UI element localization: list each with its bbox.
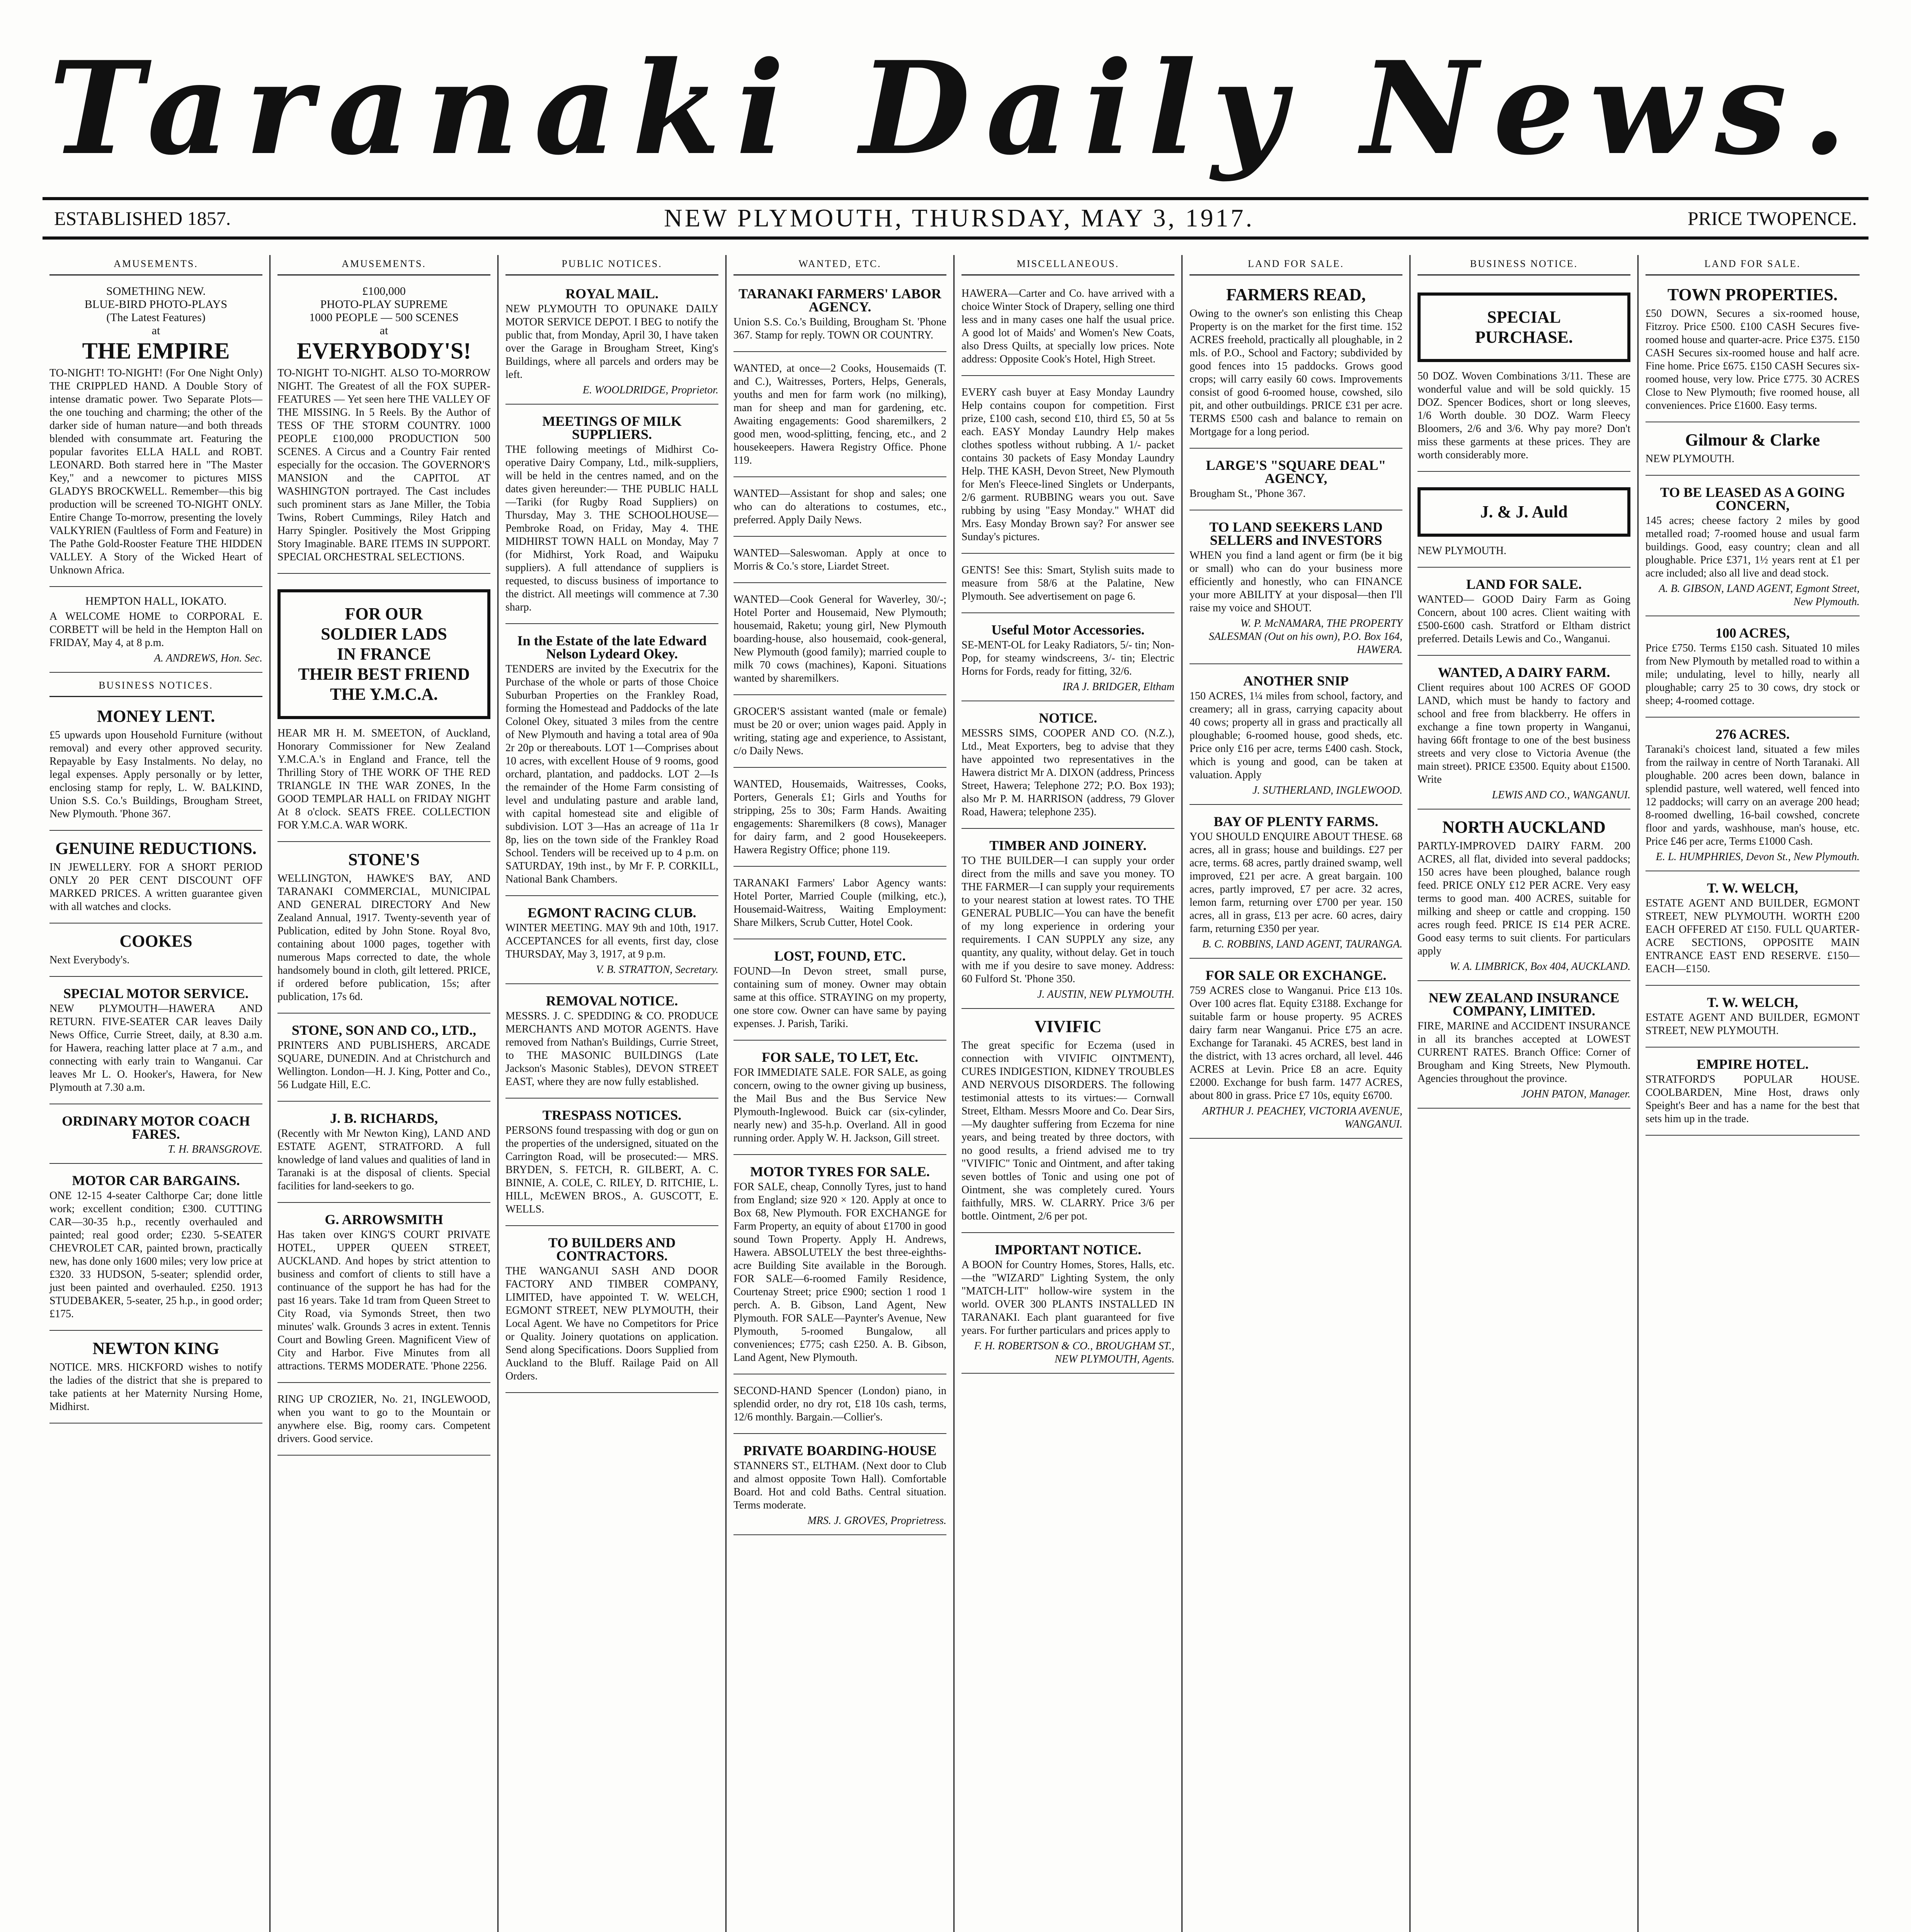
advertisement xyxy=(277,1105,490,1203)
advertisement xyxy=(733,1159,946,1374)
ad-line: at xyxy=(379,324,388,337)
ad-body: (Recently with Mr Newton King), LAND AND ESTATE AGENT, STRATFORD. A full knowledge of land values and qualities of land in Taranaki is at the disposal of clients. Special facilities for land-seekers to go. xyxy=(277,1128,490,1192)
ad-headline: EVERYBODY'S! xyxy=(296,338,471,364)
advertisement xyxy=(961,617,1174,701)
advertisement xyxy=(49,981,262,1104)
ad-title: MOTOR TYRES FOR SALE. xyxy=(750,1164,930,1179)
advertisement xyxy=(505,988,718,1099)
advertisement xyxy=(49,702,262,831)
ad-signature: T. H. BRANSGROVE. xyxy=(168,1143,262,1155)
advertisement xyxy=(1646,990,1860,1048)
ad-body: TO-NIGHT! TO-NIGHT! (For One Night Only) THE CRIPPLED HAND. A Double Story of intense dramatic power. Two Separate Plots—the one touching and charming; the other of the darker side of human nature—and both threads blended with consummate art. Featuring the popular favorites ELLA HALL and ROBT. LEONARD. Both starred here in "The Master Key," and a newcomer to pictures MISS GLADYS BROCKWELL. Remember—this big production will be screened TO-NIGHT ONLY. Entire Change To-morrow, presenting the lovely VALKYRIEN (Faultless of Form and Feature) in The Pathe Gold-Rooster Feature THE HIDDEN VALLEY. A Story of the Wicked Heart of Unknown Africa. xyxy=(49,367,262,576)
ad-body: NOTICE. MRS. HICKFORD wishes to notify the ladies of the district that she is prepared to take patients at her Maternity Nursing Home, Midhirst. xyxy=(49,1361,262,1413)
advertisement xyxy=(961,281,1174,376)
ad-signature: A. ANDREWS, Hon. Sec. xyxy=(154,652,262,664)
ad-body: A BOON for Country Homes, Stores, Halls, etc.—the "WIZARD" Lighting System, the only "MATCH-LIT" hollow-wire system in the world. OVER 300 PLANTS INSTALLED IN TARANAKI. Each plant guaranteed for five years. For further particulars and prices apply to xyxy=(961,1259,1174,1337)
ad-signature: MRS. J. GROVES, Proprietress. xyxy=(807,1515,946,1527)
column-heading: MISCELLANEOUS. xyxy=(961,255,1174,276)
ad-body: MESSRS SIMS, COOPER AND CO. (N.Z.), Ltd., Meat Exporters, beg to advise that they have appointed two representatives in the Hawera district Mr A. DIXON (address, Princess Street, Hawera; Telephone 272; P.O. Box 193); also Mr P. M. HARRISON (address, 79 Glover Road, Hawera; telephone 235). xyxy=(961,727,1174,818)
advertisement xyxy=(49,927,262,977)
advertisement xyxy=(961,705,1174,829)
ad-title: TO BE LEASED AS A GOING CONCERN, xyxy=(1660,485,1845,513)
ad-body: FOR SALE, cheap, Connolly Tyres, just to hand from England; size 920 × 120. Apply at once to Box 68, New Plymouth. FOR EXCHANGE for Farm Property, an equity of about £1700 in good sound Town Property. Apply H. Andrews, Hawera. ABSOLUTELY the best three-eighths-acre Building Site available in the Borough. FOR SALE—6-roomed Family Residence, Courtenay Street; price £900; section 1 rood 1 perch. A. B. Gibson, Land Agent, New Plymouth. FOR SALE—Paynter's Avenue, New Plymouth, 5-roomed Bungalow, all conveniences; £775; cash £250. A. B. Gibson, Land Agent, New Plymouth. xyxy=(733,1181,946,1364)
ad-body: WELLINGTON, HAWKE'S BAY, AND TARANAKI COMMERCIAL, MUNICIPAL AND GENERAL DIRECTORY And New Zealand Annual, 1917. Twenty-seventh year of Publication, edited by John Stone. Royal 8vo, containing about 1000 pages, together with numerous Maps corrected to date, the whole handsomely bound in cloth, gilt lettered. PRICE, if ordered before publication, 15s; after publication, 17s 6d. xyxy=(277,872,490,1003)
boxed-line: SOLDIER LADS xyxy=(321,624,447,643)
advertisement xyxy=(733,943,946,1041)
ad-line: BLUE-BIRD PHOTO-PLAYS xyxy=(84,298,228,311)
ad-body: STRATFORD'S POPULAR HOUSE. COOLBARDEN, Mine Host, draws only Speight's Beer and has a name for the best that sets him up in the trade. xyxy=(1646,1073,1860,1125)
advertisement xyxy=(1646,426,1860,476)
ad-signature: LEWIS AND CO., WANGANUI. xyxy=(1492,789,1630,801)
ad-title: 100 ACRES, xyxy=(1715,625,1790,641)
ad-title: REMOVAL NOTICE. xyxy=(546,993,678,1009)
ad-signature: E. L. HUMPHRIES, Devon St., New Plymouth. xyxy=(1656,851,1860,863)
advertisement xyxy=(733,481,946,537)
ad-body: Brougham St., 'Phone 367. xyxy=(1189,488,1306,500)
ad-title: TRESPASS NOTICES. xyxy=(542,1107,682,1123)
advertisement xyxy=(961,833,1174,1009)
ad-body: PRINTERS AND PUBLISHERS, ARCADE SQUARE, DUNEDIN. And at Christchurch and Wellington. London—H. J. King, Potter and Co., 56 Ludgate Hill, E.C. xyxy=(277,1039,490,1091)
ad-body: The great specific for Eczema (used in connection with VIVIFIC OINTMENT), CURES INDIGESTION, KIDNEY TROUBLES AND NERVOUS DISORDERS. The following testimonial attests to its virtues:— Cornwall Street, Eltham. Messrs Moore and Co. Dear Sirs,—My daughter suffering from Eczema for nine years, and being treated by three doctors, with no good results, a friend advised me to try "VIVIFIC" Tonic and Ointment, and after taking seven bottles of Tonic and using one pot of Ointment, she was completely cured. Yours faithfully, MRS. W. CLARRY. Price 3/6 per bottle. Ointment, 2/6 per pot. xyxy=(961,1039,1174,1222)
ad-body: 145 acres; cheese factory 2 miles by good metalled road; 7-roomed house and usual farm buildings. Good, easy country; clean and all ploughable. Price £371, 1½ years rent at £1 per acre included; also all live and dead stock. xyxy=(1646,515,1860,579)
ad-body: NEW PLYMOUTH. xyxy=(1646,453,1735,465)
ad-title: G. ARROWSMITH xyxy=(325,1212,443,1227)
ad-title: LARGE'S "SQUARE DEAL" AGENCY, xyxy=(1206,457,1386,486)
ad-body: SE-MENT-OL for Leaky Radiators, 5/- tin; Non-Pop, for steamy windscreens, 3/- tin; Electric Horns for Fords, ready for fitting, 32/6. xyxy=(961,639,1174,677)
ad-body: WHEN you find a land agent or firm (be it big or small) who can do your business more efficiently and honestly, who can FINANCE your more ABILITY at your disposal—then I'll raise my voice and SHOUT. xyxy=(1189,549,1402,614)
ad-headline: STONE'S xyxy=(348,850,420,869)
advertisement xyxy=(1189,514,1402,664)
ad-body: TO THE BUILDER—I can supply your order direct from the mills and save you money. TO THE FARMER—I can supply your requirements to your nearest station at lowest rates. TO THE GENERAL PUBLIC—You can have the benefit of my long experience in ordering your requirements. I CAN SUPPLY any size, any quantity, any quality, without delay. Get in touch with me if you desire to save money. Address: 60 Fulford St. 'Phone 350. xyxy=(961,855,1174,985)
ad-title: In the Estate of the late Edward Nelson Lydeard Okey. xyxy=(517,633,707,662)
ad-line: 1000 PEOPLE — 500 SCENES xyxy=(309,311,459,324)
newspaper-title: Taranaki Daily News. xyxy=(49,33,1862,183)
advertisement xyxy=(505,1102,718,1226)
ad-body: Client requires about 100 ACRES OF GOOD LAND, which must be handy to factory and school and free from blackberry. He offers in exchange a fine town property in Wanganui, having 66ft frontage to one of the best business streets and very close to Victoria Avenue (the main street). PRICE £3500. Equity about £1500. Write xyxy=(1418,682,1630,786)
advertisement xyxy=(505,408,718,624)
ad-title: ANOTHER SNIP xyxy=(1243,673,1349,689)
column-heading: AMUSEMENTS. xyxy=(277,255,490,276)
advertisement xyxy=(1646,620,1860,718)
advertisement xyxy=(277,846,490,1014)
ad-title: EGMONT RACING CLUB. xyxy=(528,905,696,920)
ad-body: 150 ACRES, 1¼ miles from school, factory, and creamery; all in grass, carrying capacity about 40 cows; property all in grass and practically all ploughable; 6-roomed house, good sheds, etc. Price only £16 per acre, terms £400 cash. Stock, which is young and good, can be taken at valuation. Apply xyxy=(1189,690,1402,781)
ad-body: TENDERS are invited by the Executrix for the Purchase of the whole or parts of those Choice Suburban Properties on the Frankley Road, forming the Homestead and Paddocks of the late Colonel Okey, situated 3 miles from the centre of New Plymouth and having a total area of 90a 2r 20p or thereabouts. LOT 1—Comprises about 10 acres, with excellent House of 9 rooms, good orchard, plantation, and paddocks. LOT 2—Is the remainder of the Home Farm consisting of level and undulating pasture and arable land, with capital homestead site and eligible of subdivision. LOT 3—Has an acreage of 11a 1r 8p, lies on the town side of the Frankley Road School. Tenders will be received up to 4 p.m. on SATURDAY, 19th inst., by Mr F. P. CORKILL, National Bank Chambers. xyxy=(505,663,718,885)
column-heading: LAND FOR SALE. xyxy=(1646,255,1860,276)
ad-body: HEAR MR H. M. SMEETON, of Auckland, Honorary Commissioner for New Zealand Y.M.C.A.'s in England and France, tell the Thrilling Story of THE WORK OF THE RED TRIANGLE IN THE WAR ZONES, In the GOOD TEMPLAR HALL on FRIDAY NIGHT At 8 o'clock. SEATS FREE. COLLECTION FOR Y.M.C.A. WAR WORK. xyxy=(277,727,490,831)
advertisement xyxy=(505,900,718,984)
ad-title: MEETINGS OF MILK SUPPLIERS. xyxy=(542,413,682,442)
ad-body: RING UP CROZIER, No. 21, INGLEWOOD, when you want to go to the Mountain or anywhere else. Big, roomy cars. Competent drivers. Good service. xyxy=(277,1393,490,1445)
ad-line: £100,000 xyxy=(362,285,406,298)
ad-title: 276 ACRES. xyxy=(1715,726,1790,742)
advertisement xyxy=(277,578,490,842)
boxed-line: FOR OUR xyxy=(345,604,423,623)
ad-line: HEMPTON HALL, IOKATO. xyxy=(85,595,227,607)
ad-body: YOU SHOULD ENQUIRE ABOUT THESE. 68 acres, all in grass; house and buildings. £27 per acre, terms. 68 acres, partly drained swamp, well improved, £21 per acre. A great bargain. 100 acres, partly improved, £7 per acre. 32 acres, lemon farm, returning over £700 per year. 150 acres, all in grass, £13 per acre. 60 acres, dairy farm, returning £350 per year. xyxy=(1189,831,1402,935)
advertisement xyxy=(1646,480,1860,616)
page-column xyxy=(43,255,271,1932)
ad-body: Union S.S. Co.'s Building, Brougham St. 'Phone 367. Stamp for reply. TOWN OR COUNTRY. xyxy=(733,316,946,341)
advertisement xyxy=(1189,452,1402,510)
advertisement xyxy=(1646,875,1860,986)
ad-body: WANTED—Saleswoman. Apply at once to Morris & Co.'s store, Liardet Street. xyxy=(733,547,946,572)
ad-headline: COOKES xyxy=(119,932,192,951)
column-heading: AMUSEMENTS. xyxy=(49,255,262,276)
page-column xyxy=(271,255,499,1932)
ad-body: FOUND—In Devon street, small purse, containing sum of money. Owner may obtain same at this office. STRAYING on my property, one store cow. Owner can have same by paying expenses. J. Parish, Tariki. xyxy=(733,965,946,1030)
ad-signature: J. AUSTIN, NEW PLYMOUTH. xyxy=(1037,988,1174,1000)
ad-body: ESTATE AGENT AND BUILDER, EGMONT STREET, NEW PLYMOUTH. WORTH £200 EACH OFFERED AT £150. FULL QUARTER-ACRE SECTIONS, OPPOSITE MAIN ENTRANCE EAST END RESERVE. £150—EACH—£150. xyxy=(1646,897,1860,975)
ad-body: SECOND-HAND Spencer (London) piano, in splendid order, no dry rot, £18 10s cash, terms, 12/6 monthly. Bargain.—Collier's. xyxy=(733,1385,946,1423)
ad-signature: A. B. GIBSON, LAND AGENT, Egmont Street, New Plymouth. xyxy=(1659,583,1860,608)
ad-title: J. B. RICHARDS, xyxy=(330,1111,438,1126)
ad-body: WINTER MEETING. MAY 9th and 10th, 1917. ACCEPTANCES for all events, first day, close THURSDAY, May 3, 1917, at 9 p.m. xyxy=(505,922,718,960)
columns-container xyxy=(43,255,1868,1932)
ad-body: Next Everybody's. xyxy=(49,954,130,966)
boxed-line: PURCHASE. xyxy=(1475,328,1573,347)
ad-body: NEW PLYMOUTH. xyxy=(1418,545,1507,557)
ad-body: FIRE, MARINE and ACCIDENT INSURANCE in all its branches accepted at LOWEST CURRENT RATES. Branch Office: Corner of Brougham and King Streets, New Plymouth. Agencies throughout the province. xyxy=(1418,1020,1630,1085)
ad-title: IMPORTANT NOTICE. xyxy=(994,1242,1142,1257)
ad-headline: FARMERS READ, xyxy=(1226,285,1366,304)
ad-body: WANTED— GOOD Dairy Farm as Going Concern, about 100 acres. Client waiting with £500-£600 cash. Stratford or Eltham district preferred. Details Lewis and Co., Wanganui. xyxy=(1418,594,1630,645)
ad-body: 759 ACRES close to Wanganui. Price £13 10s. Over 100 acres flat. Equity £3188. Exchange for suitable farm or house property. 95 ACRES dairy farm near Wanganui. Price £75 an acre. Exchange for Taranaki. 45 ACRES, best land in the district, with 13 acres orchard, all level. 446 ACRES at Levin. Price £8 an acre. Equity £2000. Exchange for bush farm. 1477 ACRES, about 800 in grass. Price £7 10s, equity £6700. xyxy=(1189,985,1402,1102)
ad-headline: NORTH AUCKLAND xyxy=(1442,818,1606,837)
ad-body: STANNERS ST., ELTHAM. (Next door to Club and almost opposite Town Hall). Comfortable Board. Hot and cold Baths. Central situation. Terms moderate. xyxy=(733,1460,946,1511)
ad-title: FOR SALE, TO LET, Etc. xyxy=(761,1049,919,1065)
ad-body: IN JEWELLERY. FOR A SHORT PERIOD ONLY 20 PER CENT DISCOUNT OFF MARKED PRICES. A written guarantee given with all watches and clocks. xyxy=(49,861,262,913)
ad-body: £50 DOWN, Secures a six-roomed house, Fitzroy. Price £500. £100 CASH Secures five-roomed house and quarter-acre. Price £375. £150 CASH Secures six-roomed house and half acre. Fine home. Price £675. £150 CASH Secures six-roomed house, very low. Price £775. 30 ACRES Close to New Plymouth; five roomed house, all conveniences. Price £1600. Easy terms. xyxy=(1646,308,1860,412)
advertisement xyxy=(277,1017,490,1102)
ad-body: NEW PLYMOUTH—HAWERA AND RETURN. FIVE-SEATER CAR leaves Daily News Office, Currie Street, daily, at 8.30 a.m. for Hawera, reaching latter place at 7 a.m., and connecting with early train to Wanganui. Car leaves Mr L. O. Hooker's, Hawera, for New Plymouth at 7.30 a.m. xyxy=(49,1003,262,1094)
advertisement xyxy=(961,1237,1174,1374)
ad-body: Owing to the owner's son enlisting this Cheap Property is on the market for the first time. 152 ACRES freehold, practically all ploughable, in 2 mls. of P.O., School and Factory; subdivided by good fences into 15 paddocks. Grows good crops; will carry easily 60 cows. Improvements consist of good 6-roomed house, cowshed, silo pit, and other outbuildings. PRICE £31 per acre. TERMS £500 cash and balance to remain on Mortgage for a long period. xyxy=(1189,308,1402,438)
ad-title: BAY OF PLENTY FARMS. xyxy=(1213,814,1378,829)
advertisement xyxy=(733,772,946,867)
advertisement xyxy=(505,281,718,405)
page-column xyxy=(1639,255,1867,1932)
ad-headline: VIVIFIC xyxy=(1034,1017,1102,1036)
ad-body: THE following meetings of Midhirst Co-operative Dairy Company, Ltd., milk-suppliers, will be held in the centres named, and on the dates given hereunder:— THE PUBLIC HALL—Tariki (for Rugby Road Suppliers) on Thursday, May 3. THE SCHOOLHOUSE—Pembroke Road, on Friday, May 4. THE MIDHIRST TOWN HALL on Monday, May 7 (for Midhirst, York Road, and Waipuku suppliers). A full attendance of suppliers is requested, to discuss business of importance to the district. All meetings will commence at 7.30 sharp. xyxy=(505,444,718,613)
advertisement xyxy=(1646,721,1860,871)
advertisement xyxy=(505,1230,718,1393)
advertisement xyxy=(49,1335,262,1423)
ad-body: TO-NIGHT TO-NIGHT. ALSO TO-MORROW NIGHT. The Greatest of all the FOX SUPER-FEATURES — Yet seen here THE VALLEY OF THE MISSING. In 5 Reels. By the Author of TESS OF THE STORM COUNTRY. 1000 PEOPLE £100,000 PRODUCTION 500 SCENES. A Circus and a Country Fair rented especially for the occasion. The GOVERNOR'S MANSION and the CAPITOL AT WASHINGTON portrayed. The Cast includes such prominent stars as Jane Miller, the Tobia Twins, Robert Cummings, Riley Hatch and Harry Spingler. Positively the Most Gripping Story Imaginable. BARE ITEMS IN SUPPORT. SPECIAL ORCHESTRAL SELECTIONS. xyxy=(277,367,490,563)
column-heading: WANTED, ETC. xyxy=(733,255,946,276)
ad-signature: F. H. ROBERTSON & CO., BROUGHAM ST., NEW PLYMOUTH, Agents. xyxy=(974,1340,1174,1365)
ad-title: T. W. WELCH, xyxy=(1707,880,1798,896)
page-column xyxy=(955,255,1183,1932)
ad-body: FOR IMMEDIATE SALE. FOR SALE, as going concern, owing to the owner giving up business, the Mail Bus and the Bus Service New Plymouth-Inglewood. Buick car (six-cylinder, nearly new) and 35-h.p. Overland. All in good running order. Apply W. H. Jackson, Gill street. xyxy=(733,1066,946,1144)
ad-line: SOMETHING NEW. xyxy=(106,285,206,298)
advertisement xyxy=(1418,985,1630,1109)
date-location: NEW PLYMOUTH, THURSDAY, MAY 3, 1917. xyxy=(664,204,1254,232)
page-column xyxy=(727,255,955,1932)
advertisement xyxy=(1189,281,1402,449)
ad-signature: W. P. McNAMARA, THE PROPERTY SALESMAN (Out on his own), P.O. Box 164, HAWERA. xyxy=(1208,617,1402,656)
masthead xyxy=(43,27,1868,189)
column-heading: LAND FOR SALE. xyxy=(1189,255,1402,276)
advertisement xyxy=(49,835,262,923)
ad-title: TIMBER AND JOINERY. xyxy=(989,838,1147,853)
ad-title: LAND FOR SALE. xyxy=(1466,577,1582,592)
ad-body: £5 upwards upon Household Furniture (without removal) and every other approved security. Repayable by Easy Instalments. No delay, no legal expenses. Apply personally or by letter, enclosing stamp for reply, L. W. BALKIND, Union S.S. Co.'s Buildings, Brougham Street, New Plymouth. 'Phone 367. xyxy=(49,729,262,820)
advertisement xyxy=(733,281,946,352)
advertisement xyxy=(733,1044,946,1155)
advertisement xyxy=(1646,1051,1860,1136)
ad-title: TO BUILDERS AND CONTRACTORS. xyxy=(548,1235,676,1264)
ad-title: MOTOR CAR BARGAINS. xyxy=(72,1173,240,1188)
advertisement xyxy=(1418,813,1630,981)
ad-headline: TOWN PROPERTIES. xyxy=(1667,285,1838,304)
ad-title: FOR SALE OR EXCHANGE. xyxy=(1205,968,1387,983)
page-column xyxy=(1411,255,1639,1932)
ad-body: Has taken over KING'S COURT PRIVATE HOTEL, UPPER QUEEN STREET, AUCKLAND. And hopes by strict attention to business and comfort of clients to still have a continuance of the support he has had for the past 16 years. Take 1d tram from Queen Street to City Road, via Symonds Street, then two minutes' walk. Grounds 3 acres in extent. Tennis Court and Bowling Green. Magnificent View of City and Harbor. Five Minutes from all attractions. TERMS MODERATE. 'Phone 2256. xyxy=(277,1229,490,1372)
boxed-line: IN FRANCE xyxy=(337,645,431,663)
page-column xyxy=(499,255,727,1932)
advertisement xyxy=(733,356,946,477)
ad-body: GROCER'S assistant wanted (male or female) must be 20 or over; union wages paid. Apply in writing, stating age and experience, to Assistant, c/o Daily News. xyxy=(733,706,946,757)
advertisement xyxy=(1418,476,1630,568)
ad-signature: V. B. STRATTON, Secretary. xyxy=(596,964,718,976)
advertisement xyxy=(961,380,1174,554)
ad-body: TARANAKI Farmers' Labor Agency wants: Hotel Porter, Married Couple (milking, etc.), Housemaid-Waitress, Waiting Employment: Share Milkers, Scrub Cutter, Hotel Cook. xyxy=(733,877,946,929)
advertisement xyxy=(1418,571,1630,656)
ad-title: EMPIRE HOTEL. xyxy=(1696,1056,1809,1072)
ad-title: Useful Motor Accessories. xyxy=(991,622,1145,638)
established-label: ESTABLISHED 1857. xyxy=(54,207,231,229)
advertisement xyxy=(1418,281,1630,472)
ad-title: NOTICE. xyxy=(1038,710,1098,726)
ad-body: PERSONS found trespassing with dog or gun on the properties of the undersigned, situated on the Carrington Road, will be prosecuted:— MRS. BRYDEN, S. FETCH, R. GILBERT, A. C. BINNIE, A. COLE, C. RILEY, D. RITCHIE, L. HILL, McEWEN BROS., A. GUSCOTT, E. WELLS. xyxy=(505,1124,718,1215)
advertisement xyxy=(1189,963,1402,1139)
advertisement xyxy=(1189,809,1402,959)
ad-title: ROYAL MAIL. xyxy=(565,286,659,301)
ad-headline: THE EMPIRE xyxy=(82,338,230,364)
ad-line: PHOTO-PLAY SUPREME xyxy=(320,298,448,311)
ad-title: SPECIAL MOTOR SERVICE. xyxy=(63,986,249,1001)
advertisement xyxy=(733,699,946,768)
ad-signature: IRA J. BRIDGER, Eltham xyxy=(1062,681,1174,693)
ad-body: MESSRS. J. C. SPEDDING & CO. PRODUCE MERCHANTS AND MOTOR AGENTS. Have removed from Nathan's Buildings, Currie Street, to THE MASONIC BUILDINGS (Late Jackson's Masonic Stables), DEVON STREET EAST, where they are now fully established. xyxy=(505,1010,718,1088)
ad-body: PARTLY-IMPROVED DAIRY FARM. 200 ACRES, all flat, divided into several paddocks; 150 acres have been ploughed, balance rough feed. PRICE ONLY £12 PER ACRE. Very easy terms to good man. 400 ACRES, suitable for milking and sheep or cattle and cropping. 150 acres rough feed. PRICE IS £14 PER ACRE. Good easy terms to suit clients. For particulars apply xyxy=(1418,840,1630,957)
ad-body: WANTED, Housemaids, Waitresses, Cooks, Porters, Generals £1; Girls and Youths for stripping, 25s to 30s; Farm Hands. Awaiting engagements: Sharemilkers (8 cows), Manager for dairy farm, and 2 good Housekeepers. Hawera Registry Office; phone 119. xyxy=(733,778,946,856)
ad-body: 50 DOZ. Woven Combinations 3/11. These are wonderful value and will be sold quickly. 15 DOZ. Spencer Bodices, short or long sleeves, 1/6 Worth double. 30 DOZ. Warm Fleecy Bloomers, 2/6 and 3/6. Why pay more? Don't miss these garments at these prices. They are worth considerably more. xyxy=(1418,370,1630,461)
ad-title: ORDINARY MOTOR COACH FARES. xyxy=(62,1113,250,1142)
ad-title: NEW ZEALAND INSURANCE COMPANY, LIMITED. xyxy=(1428,990,1620,1019)
advertisement xyxy=(733,1378,946,1434)
ad-line: (The Latest Features) xyxy=(106,311,206,324)
boxed-line: THEIR BEST FRIEND xyxy=(298,665,470,684)
ad-signature: J. SUTHERLAND, INGLEWOOD. xyxy=(1252,784,1402,796)
ad-headline: MONEY LENT. xyxy=(97,707,215,726)
advertisement xyxy=(277,281,490,574)
advertisement xyxy=(733,1438,946,1535)
column-heading: BUSINESS NOTICE. xyxy=(1418,255,1630,276)
advertisement xyxy=(49,281,262,587)
price-label: PRICE TWOPENCE. xyxy=(1687,207,1857,229)
page-column xyxy=(1183,255,1411,1932)
ad-body: Taranaki's choicest land, situated a few miles from the railway in centre of North Taranaki. All ploughable. 200 acres been down, balance in splendid pasture, well watered, well fenced into 12 paddocks; will carry on an average 200 head; 8-roomed dwelling, 16-bail cowshed, concrete floor and yards, washhouse, man's house, etc. Price £46 per acre, Terms £1000 Cash. xyxy=(1646,743,1860,847)
boxed-heading xyxy=(277,589,490,719)
ad-body: THE WANGANUI SASH AND DOOR FACTORY AND TIMBER COMPANY, LIMITED, have appointed T. W. WELCH, EGMONT STREET, NEW PLYMOUTH, their Local Agent. We have no Competitors for Price or Quality. Joinery quotations on application. Send along Specifications. Doors Supplied from Auckland to the Bluff. Railage Paid on All Orders. xyxy=(505,1265,718,1382)
ad-signature: JOHN PATON, Manager. xyxy=(1521,1088,1630,1100)
boxed-line: J. & J. Auld xyxy=(1480,502,1568,521)
ad-signature: W. A. LIMBRICK, Box 404, AUCKLAND. xyxy=(1450,961,1630,973)
ad-body: NEW PLYMOUTH TO OPUNAKE DAILY MOTOR SERVICE DEPOT. I BEG to notify the public that, from Monday, April 30, I have taken over the Garage in Brougham Street, King's Buildings, where all parcels and orders may be left. xyxy=(505,303,718,381)
ad-headline: Gilmour & Clarke xyxy=(1685,430,1820,449)
advertisement xyxy=(277,1207,490,1383)
ad-signature: E. WOOLDRIDGE, Proprietor. xyxy=(582,384,718,396)
advertisement xyxy=(505,628,718,896)
boxed-line: THE Y.M.C.A. xyxy=(330,685,438,704)
advertisement xyxy=(733,541,946,583)
advertisement xyxy=(49,1108,262,1164)
boxed-heading xyxy=(1418,487,1630,537)
ad-title: PRIVATE BOARDING-HOUSE xyxy=(743,1443,937,1458)
dateline-bar xyxy=(43,197,1868,240)
advertisement xyxy=(49,1168,262,1331)
ad-title: STONE, SON AND CO., LTD., xyxy=(291,1022,476,1038)
advertisement xyxy=(733,587,946,695)
ad-body: WANTED—Cook General for Waverley, 30/-; Hotel Porter and Housemaid, New Plymouth; housemaid, Raketu; young girl, New Plymouth boarding-house, also housemaid, cook-general, New Plymouth (good family); married couple to milk 70 cows (machines), Kaponi. Situations wanted by sharemilkers. xyxy=(733,594,946,684)
ad-body: ESTATE AGENT AND BUILDER, EGMONT STREET, NEW PLYMOUTH. xyxy=(1646,1012,1860,1037)
advertisement xyxy=(1418,660,1630,810)
ad-title: LOST, FOUND, ETC. xyxy=(774,948,906,964)
ad-headline: GENUINE REDUCTIONS. xyxy=(55,839,257,858)
column-heading: BUSINESS NOTICES. xyxy=(49,677,262,697)
advertisement xyxy=(49,591,262,673)
ad-headline: NEWTON KING xyxy=(92,1339,220,1358)
ad-signature: B. C. ROBBINS, LAND AGENT, TAURANGA. xyxy=(1202,938,1402,950)
advertisement xyxy=(277,1387,490,1456)
ad-body: HAWERA—Carter and Co. have arrived with a choice Winter Stock of Drapery, selling one third less and in many cases one half the usual price. A good lot of Maids' and Women's New Coats, also Dress Quilts, at specially low prices. Note address: Opposite Cook's Hotel, High Street. xyxy=(961,287,1174,365)
ad-line: at xyxy=(151,324,160,337)
advertisement xyxy=(1189,668,1402,805)
advertisement xyxy=(1646,281,1860,422)
ad-title: TARANAKI FARMERS' LABOR AGENCY. xyxy=(739,286,941,315)
boxed-line: SPECIAL xyxy=(1487,308,1561,327)
column-heading: PUBLIC NOTICES. xyxy=(505,255,718,276)
advertisement xyxy=(961,558,1174,613)
ad-body: WANTED—Assistant for shop and sales; one who can do alterations to costumes, etc., preferred. Apply Daily News. xyxy=(733,488,946,526)
ad-title: WANTED, A DAIRY FARM. xyxy=(1438,665,1610,680)
ad-body: WANTED, at once—2 Cooks, Housemaids (T. and C.), Waitresses, Porters, Helps, Generals, youths and men for farm work (no milking), man for sheep and man for gardening, etc. Awaiting engagements: Good sharemilkers, 2 good men, wood-splitting, fencing, etc., and 2 housekeepers. Hawera Registry Office. Phone 119. xyxy=(733,362,946,466)
ad-body: A WELCOME HOME to CORPORAL E. CORBETT will be held in the Hempton Hall on FRIDAY, May 4, at 8 p.m. xyxy=(49,611,262,649)
ad-title: T. W. WELCH, xyxy=(1707,995,1798,1010)
ad-body: EVERY cash buyer at Easy Monday Laundry Help contains coupon for competition. First prize, £100 cash, second £10, third £5, 50 at 5s each. EASY Monday Laundry Help makes clothes spotless without rubbing. A 1/- packet contains 30 packets of Easy Monday Laundry Help. THE KASH, Devon Street, New Plymouth for Men's Fleece-lined Singlets or Underpants, 2/6 garment. RUBBING wears you out. Save rubbing by using "Easy Monday." WHAT did Mrs. Easy Monday Brown say? For answer see Sunday's pictures. xyxy=(961,386,1174,543)
ad-body: ONE 12-15 4-seater Calthorpe Car; done little work; excellent condition; £300. CUTTING CAR—30-35 h.p., recently overhauled and painted; real good order; £230. 5-SEATER CHEVROLET CAR, painted brown, practically new, has done only 1600 miles; very low price at £320. 33 HUDSON, 5-seater; splendid order, just been painted and overhauled. £250. 1913 STUDEBAKER, 5-seater, 25 h.p., in good order; £175. xyxy=(49,1190,262,1320)
advertisement xyxy=(733,871,946,939)
ad-body: GENTS! See this: Smart, Stylish suits made to measure from 58/6 at the Palatine, New Plymouth. See advertisement on page 6. xyxy=(961,564,1174,602)
advertisement xyxy=(961,1013,1174,1233)
ad-title: TO LAND SEEKERS LAND SELLERS and INVESTORS xyxy=(1209,519,1383,548)
boxed-heading xyxy=(1418,293,1630,362)
ad-body: Price £750. Terms £150 cash. Situated 10 miles from New Plymouth by metalled road to within a mile; undulating, level to hilly, nearly all ploughable; carry 25 to 30 cows, dry stock or sheep; 4-roomed cottage. xyxy=(1646,642,1860,707)
ad-signature: ARTHUR J. PEACHEY, VICTORIA AVENUE, WANGANUI. xyxy=(1202,1105,1402,1130)
